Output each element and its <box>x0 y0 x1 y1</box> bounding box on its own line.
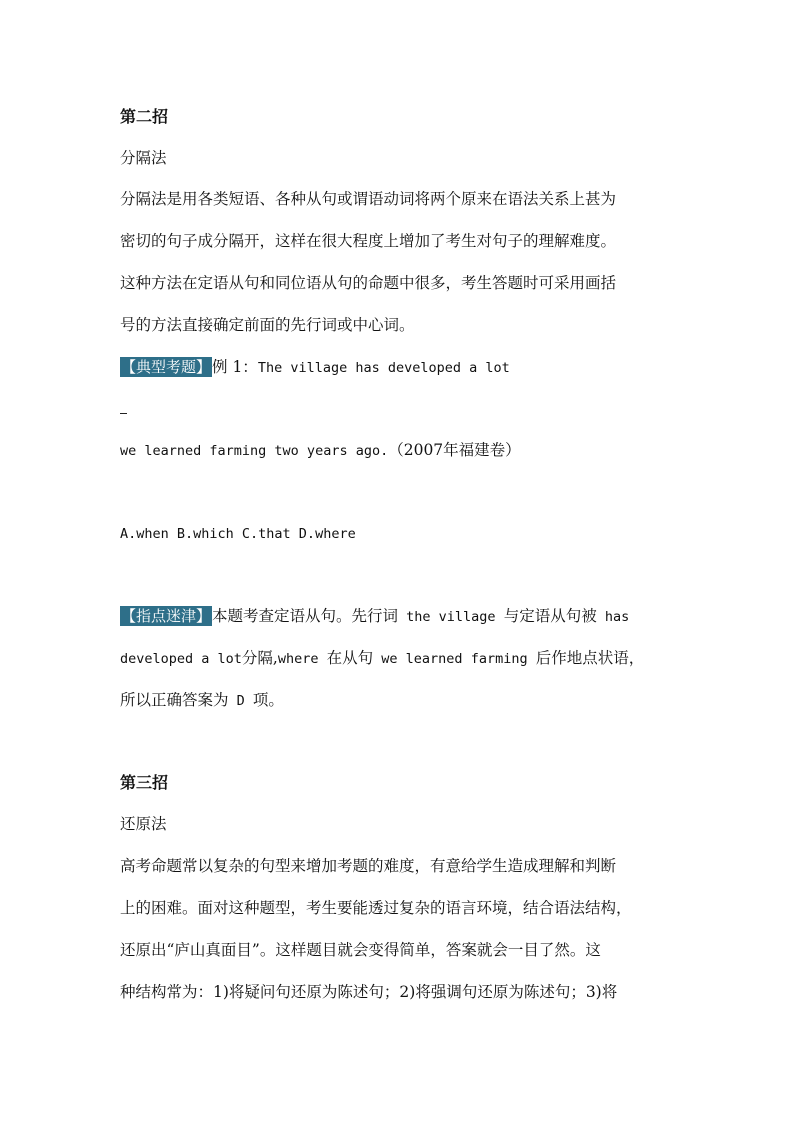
paragraph-line: 密切的句子成分隔开，这样在很大程度上增加了考生对句子的理解难度。 <box>120 232 617 250</box>
explanation-text: 与定语从句被 <box>503 607 597 625</box>
example-source: （2007年福建卷） <box>388 441 521 459</box>
paragraph-line: 还原出“庐山真面目”。这样题目就会变得简单，答案就会一目了然。这 <box>120 941 601 959</box>
method-name-2: 分隔法 <box>120 149 167 167</box>
explanation-text: 项。 <box>252 691 284 709</box>
explanation-line-3 <box>120 690 284 711</box>
explanation-line-1 <box>120 606 629 627</box>
paragraph-line: 这种方法在定语从句和同位语从句的命题中很多，考生答题时可采用画括 <box>120 274 617 292</box>
explanation-text: 在从句 <box>326 649 374 667</box>
explanation-text: 分隔, <box>241 649 278 667</box>
section-heading-2: 第二招 <box>120 107 169 126</box>
explanation-text: where <box>277 651 327 667</box>
explanation-text: we learned farming <box>373 651 536 667</box>
example-line-2 <box>120 440 521 461</box>
explanation-text: has <box>596 609 630 625</box>
section-heading-3: 第三招 <box>120 773 169 792</box>
explanation-line-2 <box>120 648 644 669</box>
paragraph-line: 种结构常为：1)将疑问句还原为陈述句；2)将强调句还原为陈述句；3)将 <box>120 983 618 1001</box>
answer-blank <box>120 413 127 414</box>
example-line <box>120 357 510 378</box>
method-name-3: 还原法 <box>120 815 167 833</box>
explanation-tag: 【指点迷津】 <box>121 607 212 625</box>
explanation-text: 本题考查定语从句。先行词 <box>212 607 399 625</box>
paragraph-line: 上的困难。面对这种题型，考生要能透过复杂的语言环境，结合语法结构， <box>120 899 632 917</box>
paragraph-line: 号的方法直接确定前面的先行词或中心词。 <box>120 316 415 334</box>
example-options: A.when B.which C.that D.where <box>120 526 356 542</box>
example-stem-2: we learned farming two years ago. <box>120 443 389 459</box>
explanation-text: 所以正确答案为 <box>120 691 229 709</box>
typical-question-tag: 【典型考题】 <box>121 358 212 376</box>
example-prefix: 例 1： <box>212 358 258 376</box>
explanation-text: developed a lot <box>120 651 242 667</box>
paragraph-line: 高考命题常以复杂的句型来增加考题的难度，有意给学生造成理解和判断 <box>120 857 617 875</box>
explanation-text: 后作地点状语， <box>535 649 645 667</box>
explanation-text: the village <box>398 609 504 625</box>
paragraph-line: 分隔法是用各类短语、各种从句或谓语动词将两个原来在语法关系上甚为 <box>120 190 617 208</box>
example-stem-1: The village has developed a lot <box>257 360 510 376</box>
explanation-text: D <box>228 693 253 709</box>
